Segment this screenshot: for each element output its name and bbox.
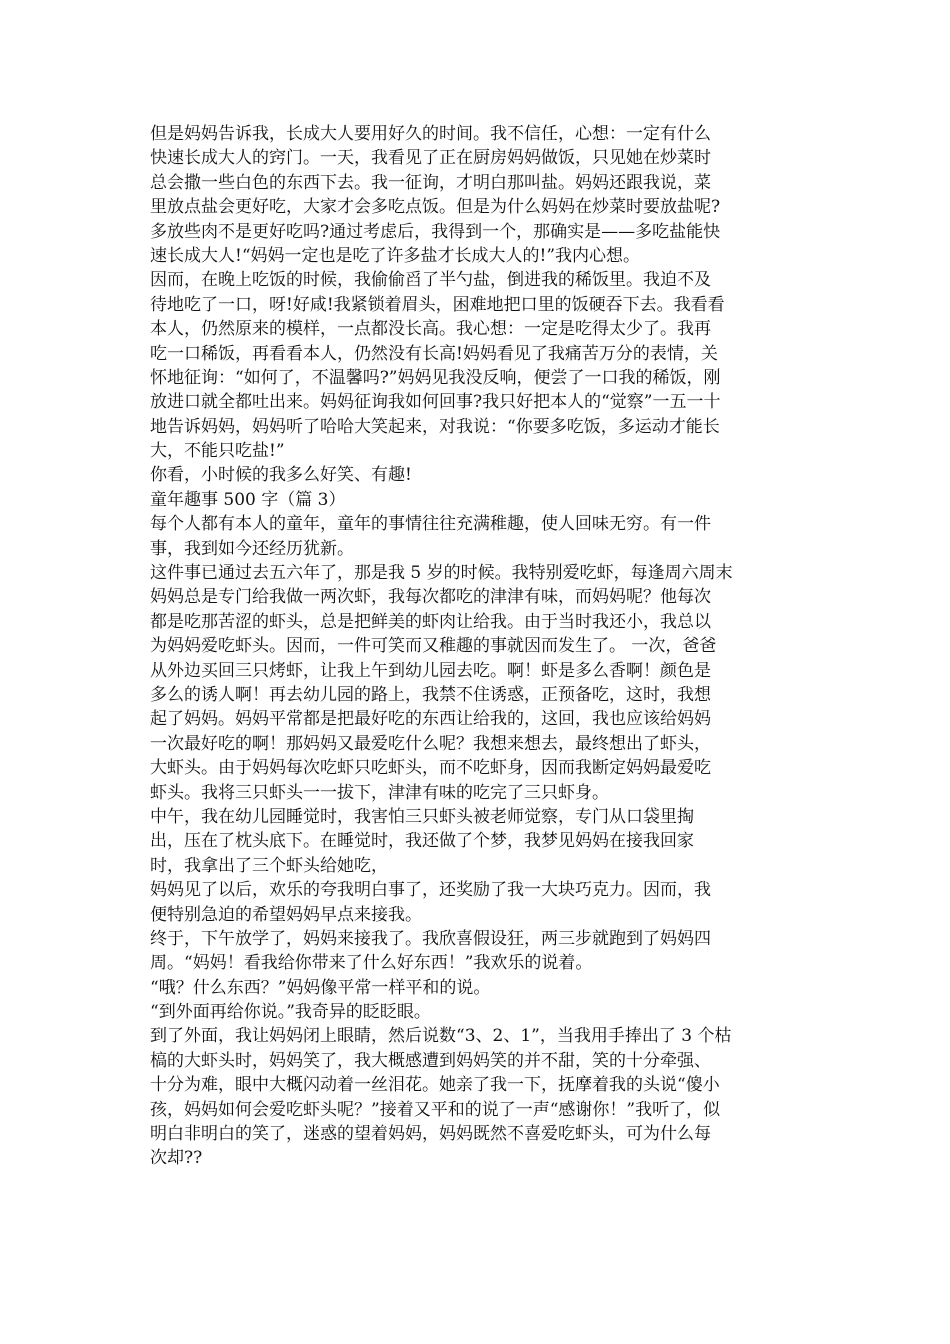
text-line: 妈妈见了以后，欢乐的夸我明白事了，还奖励了我一大块巧克力。因而，我	[150, 880, 711, 901]
text-line: 本人，仍然原来的模样，一点都没长高。我心想：一定是吃得太少了。我再	[150, 319, 711, 340]
text-line: 虾头。我将三只虾头一一拔下，津津有味的吃完了三只虾身。	[150, 782, 609, 803]
text-line: 中午，我在幼儿园睡觉时，我害怕三只虾头被老师觉察，专门从口袋里掏	[150, 806, 694, 827]
text-line: 但是妈妈告诉我，长成大人要用好久的时间。我不信任，心想：一定有什么	[150, 124, 711, 144]
text-line: 多么的诱人啊！再去幼儿园的路上，我禁不住诱惑，正预备吃，这时，我想	[150, 684, 711, 705]
text-line: 都是吃那苦涩的虾头，总是把鲜美的虾肉让给我。由于当时我还小，我总以	[150, 611, 711, 632]
text-line: 事，我到如今还经历犹新。	[150, 538, 354, 559]
text-line: 到了外面，我让妈妈闭上眼睛，然后说数“3、2、1”，当我用手捧出了 3 个枯	[150, 1026, 732, 1047]
section-heading: 童年趣事 500 字（篇 3）	[150, 489, 346, 510]
text-line: “哦？什么东西？”妈妈像平常一样平和的说。	[150, 977, 491, 998]
text-line: 次却??	[150, 1148, 203, 1169]
text-line: 地告诉妈妈，妈妈听了哈哈大笑起来，对我说：“你要多吃饭，多运动才能长	[150, 416, 720, 437]
text-line: 你看，小时候的我多么好笑、有趣!	[150, 465, 412, 486]
text-line: 总会撒一些白色的东西下去。我一征询，才明白那叫盐。妈妈还跟我说，菜	[150, 172, 711, 193]
text-line: 每个人都有本人的童年，童年的事情往往充满稚趣，使人回味无穷。有一件	[150, 514, 711, 535]
text-line: 里放点盐会更好吃，大家才会多吃点饭。但是为什么妈妈在炒菜时要放盐呢?	[150, 197, 721, 218]
text-line: 因而，在晚上吃饭的时候，我偷偷舀了半勺盐，倒进我的稀饭里。我迫不及	[150, 270, 711, 291]
text-line: 怀地征询：“如何了，不温馨吗?”妈妈见我没反响，便尝了一口我的稀饭，刚	[150, 367, 721, 388]
text-line: 多放些肉不是更好吃吗?通过考虑后，我得到一个，那确实是——多吃盐能快	[150, 221, 721, 242]
text-line: 时，我拿出了三个虾头给她吃，	[150, 855, 388, 876]
text-line: 待地吃了一口，呀!好咸!我紧锁着眉头，困难地把口里的饭硬吞下去。我看看	[150, 294, 725, 315]
text-line: 为妈妈爱吃虾头。因而，一件可笑而又稚趣的事就因而发生了。 一次，爸爸	[150, 636, 717, 657]
text-line: 周。“妈妈！看我给你带来了什么好东西！”我欢乐的说着。	[150, 953, 593, 974]
text-line: 放进口就全都吐出来。妈妈征询我如何回事?我只好把本人的“觉察”一五一十	[150, 392, 721, 413]
text-line: 从外边买回三只烤虾，让我上午到幼儿园去吃。啊！虾是多么香啊！颜色是	[150, 660, 711, 681]
text-line: 十分为难，眼中大概闪动着一丝泪花。她亲了我一下，抚摩着我的头说“傻小	[150, 1075, 720, 1096]
text-line: 大虾头。由于妈妈每次吃虾只吃虾头，而不吃虾身，因而我断定妈妈最爱吃	[150, 758, 711, 779]
text-line: 吃一口稀饭，再看看本人，仍然没有长高!妈妈看见了我痛苦万分的表情，关	[150, 343, 718, 364]
text-line: 终于，下午放学了，妈妈来接我了。我欣喜假设狂，两三步就跑到了妈妈四	[150, 928, 711, 949]
text-line: 速长成大人!“妈妈一定也是吃了许多盐才长成大人的!”我内心想。	[150, 245, 641, 266]
text-line: 便特别急迫的希望妈妈早点来接我。	[150, 904, 422, 925]
text-line: 起了妈妈。妈妈平常都是把最好吃的东西让给我的，这回，我也应该给妈妈	[150, 709, 711, 730]
text-line: “到外面再给你说。”我奇异的眨眨眼。	[150, 1002, 431, 1023]
document-page	[150, 122, 810, 1171]
text-line: 这件事已通过去五六年了，那是我 5 岁的时候。我特别爱吃虾，每逢周六周末	[150, 563, 733, 584]
text-line: 一次最好吃的啊！那妈妈又最爱吃什么呢？我想来想去，最终想出了虾头，	[150, 733, 711, 754]
text-line: 妈妈总是专门给我做一两次虾，我每次都吃的津津有味，而妈妈呢？他每次	[150, 587, 711, 608]
text-line: 出，压在了枕头底下。在睡觉时，我还做了个梦，我梦见妈妈在接我回家	[150, 831, 694, 852]
text-line: 槁的大虾头时，妈妈笑了，我大概感遭到妈妈笑的并不甜，笑的十分牵强、	[150, 1050, 711, 1071]
text-line: 快速长成大人的窍门。一天，我看见了正在厨房妈妈做饭，只见她在炒菜时	[150, 148, 711, 169]
text-line: 孩，妈妈如何会爱吃虾头呢？”接着又平和的说了一声“感谢你！”我听了，似	[150, 1099, 721, 1120]
text-line: 明白非明白的笑了，迷惑的望着妈妈，妈妈既然不喜爱吃虾头，可为什么每	[150, 1124, 711, 1145]
text-line: 大，不能只吃盐!”	[150, 441, 285, 462]
